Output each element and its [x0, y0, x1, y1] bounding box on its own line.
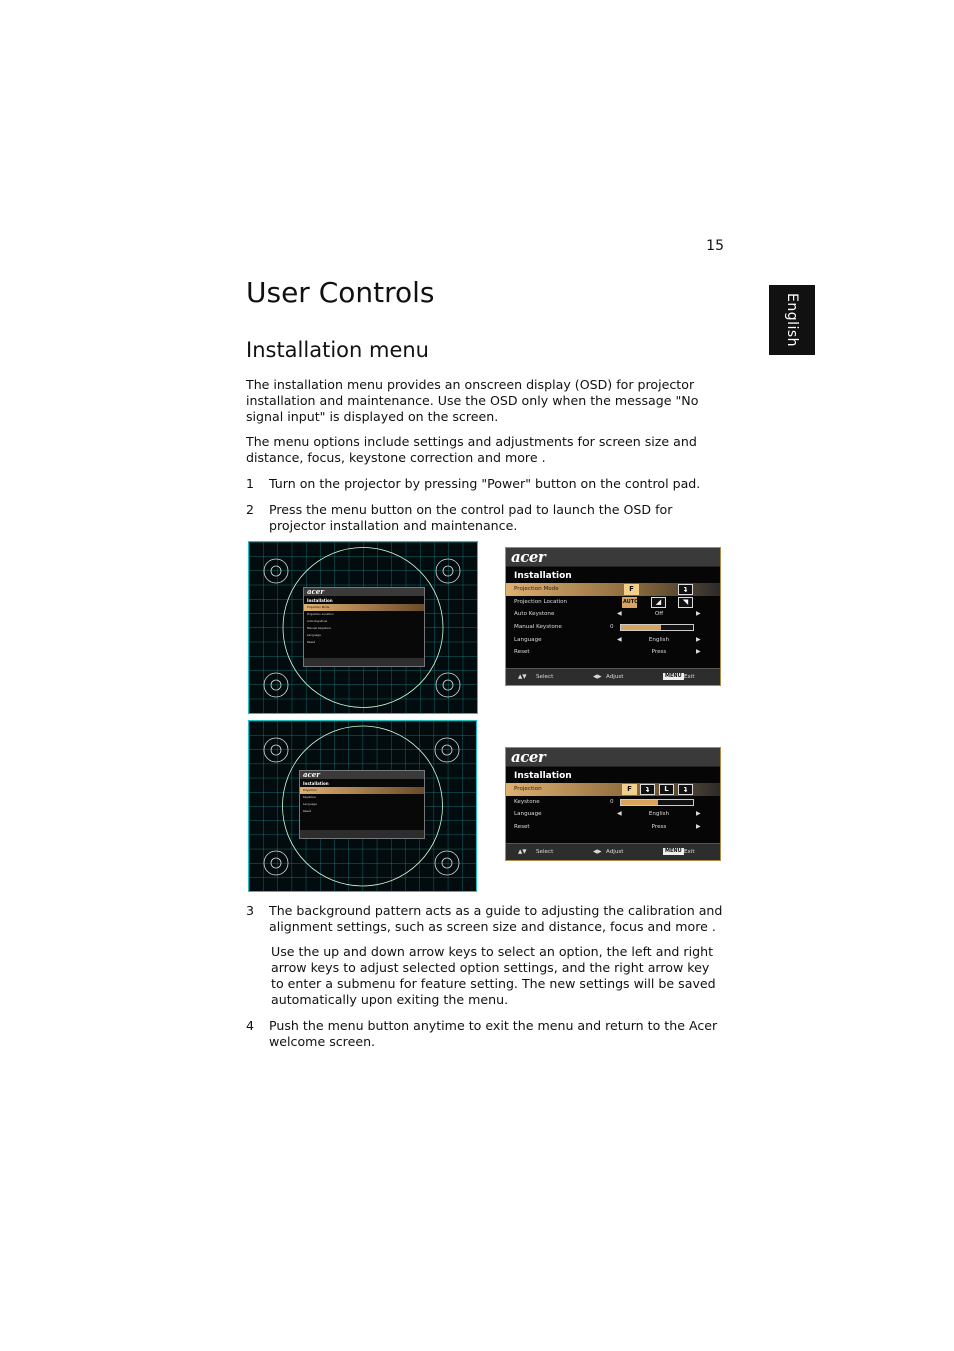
- footer-exit: Exit: [684, 849, 695, 855]
- row-label: Reset: [514, 649, 530, 656]
- row-label: Projection: [514, 786, 542, 792]
- osd-footer: [506, 668, 720, 685]
- step-text: Turn on the projector by pressing "Power" button on the control pad.: [269, 476, 701, 491]
- calibration-screen-1: [248, 541, 478, 714]
- row-value: Press: [651, 649, 667, 656]
- mini-row: Language: [303, 802, 317, 806]
- front-projection-icon[interactable]: F: [624, 584, 639, 595]
- ceiling-location-icon[interactable]: ◥: [678, 597, 693, 608]
- step-text: The background pattern acts as a guide to adjusting the calibration and alignment settings, such as screen size and distance, focus and more .: [269, 903, 723, 934]
- list-item: [246, 476, 724, 492]
- language-tab: [769, 285, 815, 355]
- step-text: Press the menu button on the control pad to launch the OSD for projector installation and maintenance.: [269, 502, 673, 533]
- step-number: 4: [246, 1018, 255, 1033]
- right-arrow-icon: ▶: [696, 648, 701, 656]
- row-label: Language: [514, 811, 542, 818]
- mini-row: Keystone: [303, 795, 316, 799]
- row-label: Reset: [514, 824, 530, 831]
- page-title: User Controls: [246, 276, 435, 309]
- left-right-arrows-icon: ◀▶: [593, 674, 602, 680]
- mini-osd: [299, 770, 425, 839]
- row-label: Keystone: [514, 798, 540, 805]
- osd-row-projection-location[interactable]: [506, 596, 720, 609]
- osd-menu-front: [505, 547, 721, 686]
- list-item: [246, 502, 724, 534]
- mini-row: Manual Keystone: [307, 626, 331, 630]
- list-item: [246, 903, 724, 935]
- up-down-arrows-icon: ▲▼: [518, 849, 527, 855]
- acer-logo: acer: [506, 748, 720, 767]
- footer-select: Select: [536, 849, 554, 855]
- row-value: 0: [610, 798, 614, 805]
- left-arrow-icon: ◀: [617, 610, 622, 618]
- row-value: English: [648, 636, 670, 643]
- step-number: 3: [246, 903, 255, 918]
- acer-logo: acer: [304, 588, 424, 596]
- mini-row: Language: [307, 633, 321, 637]
- osd-row-projection-mode[interactable]: [506, 583, 720, 596]
- calibration-screen-2: [248, 720, 477, 892]
- footer-adjust: Adjust: [606, 674, 624, 680]
- row-label: Auto Keystone: [514, 611, 555, 618]
- left-arrow-icon: ◀: [617, 635, 622, 643]
- osd-row-language[interactable]: [506, 808, 720, 821]
- ceiling-projection-icon[interactable]: L: [659, 784, 674, 795]
- list-item: [246, 1018, 724, 1050]
- osd-menu-title: Installation: [514, 571, 572, 581]
- desktop-location-icon[interactable]: ◢: [651, 597, 666, 608]
- menu-key-icon: MENU: [665, 848, 682, 854]
- language-tab-label: English: [784, 292, 800, 348]
- mini-row: Projection: [300, 787, 424, 794]
- mini-row: Projection Location: [307, 612, 334, 616]
- mini-osd: [303, 587, 425, 667]
- row-value: 0: [610, 624, 614, 631]
- osd-menu-rear: [505, 747, 721, 861]
- rear-projection-icon[interactable]: ʇ: [678, 584, 693, 595]
- osd-row-projection[interactable]: [506, 783, 720, 796]
- osd-row-auto-keystone[interactable]: [506, 608, 720, 621]
- footer-select: Select: [536, 674, 554, 680]
- mini-footer: [300, 830, 424, 838]
- step-number: 1: [246, 476, 255, 491]
- left-arrow-icon: ◀: [617, 810, 622, 818]
- row-label: Manual Keystone: [514, 624, 562, 631]
- row-label: Language: [514, 636, 542, 643]
- footer-exit: Exit: [684, 674, 695, 680]
- mini-row: Reset: [307, 640, 315, 644]
- right-arrow-icon: ▶: [696, 610, 701, 618]
- footer-adjust: Adjust: [606, 849, 624, 855]
- auto-location-icon[interactable]: AUTO: [622, 597, 637, 608]
- options-paragraph: The menu options include settings and adjustments for screen size and distance, focus, keystone correction and more .: [246, 434, 697, 465]
- page-number: 15: [706, 238, 724, 254]
- acer-logo: acer: [300, 771, 424, 779]
- step-text: Push the menu button anytime to exit the menu and return to the Acer welcome screen.: [269, 1018, 718, 1049]
- acer-logo: acer: [506, 548, 720, 567]
- osd-row-reset[interactable]: [506, 646, 720, 659]
- mini-row: Reset: [303, 809, 311, 813]
- mini-menu-title: Installation: [307, 598, 333, 603]
- keystone-slider[interactable]: [620, 624, 694, 631]
- keystone-slider[interactable]: [620, 799, 694, 806]
- section-title: Installation menu: [246, 338, 429, 362]
- osd-row-reset[interactable]: [506, 821, 720, 834]
- mini-row: Auto Keystone: [307, 619, 328, 623]
- step-number: 2: [246, 502, 255, 517]
- right-arrow-icon: ▶: [696, 823, 701, 831]
- rear-ceiling-projection-icon[interactable]: ʇ: [678, 784, 693, 795]
- right-arrow-icon: ▶: [696, 635, 701, 643]
- intro-paragraph: The installation menu provides an onscreen display (OSD) for projector installation and maintenance. Use the OSD only when the message "No signal input" is displayed on the screen.: [246, 377, 699, 424]
- menu-key-icon: MENU: [665, 673, 682, 679]
- front-projection-icon[interactable]: F: [622, 784, 637, 795]
- mini-menu-title: Installation: [303, 781, 329, 786]
- row-value: Press: [651, 824, 667, 831]
- row-value: English: [648, 811, 670, 818]
- row-label: Projection Mode: [514, 586, 559, 592]
- osd-row-keystone[interactable]: [506, 796, 720, 809]
- mini-footer: [304, 658, 424, 666]
- row-label: Projection Location: [514, 598, 568, 605]
- mini-row: Projection Mode: [304, 604, 424, 611]
- left-right-arrows-icon: ◀▶: [593, 849, 602, 855]
- rear-projection-icon[interactable]: ʇ: [640, 784, 655, 795]
- right-arrow-icon: ▶: [696, 810, 701, 818]
- up-down-arrows-icon: ▲▼: [518, 674, 527, 680]
- osd-row-manual-keystone[interactable]: [506, 621, 720, 634]
- osd-row-language[interactable]: [506, 634, 720, 647]
- osd-footer: [506, 843, 720, 860]
- row-value: Off: [654, 611, 664, 618]
- osd-menu-title: Installation: [514, 771, 572, 781]
- step-3-note: Use the up and down arrow keys to select an option, the left and right arrow keys to adjust selected option settings, and the right arrow key to enter a submenu for feature setting. The new settings will be saved automatically upon exiting the menu.: [271, 944, 716, 1007]
